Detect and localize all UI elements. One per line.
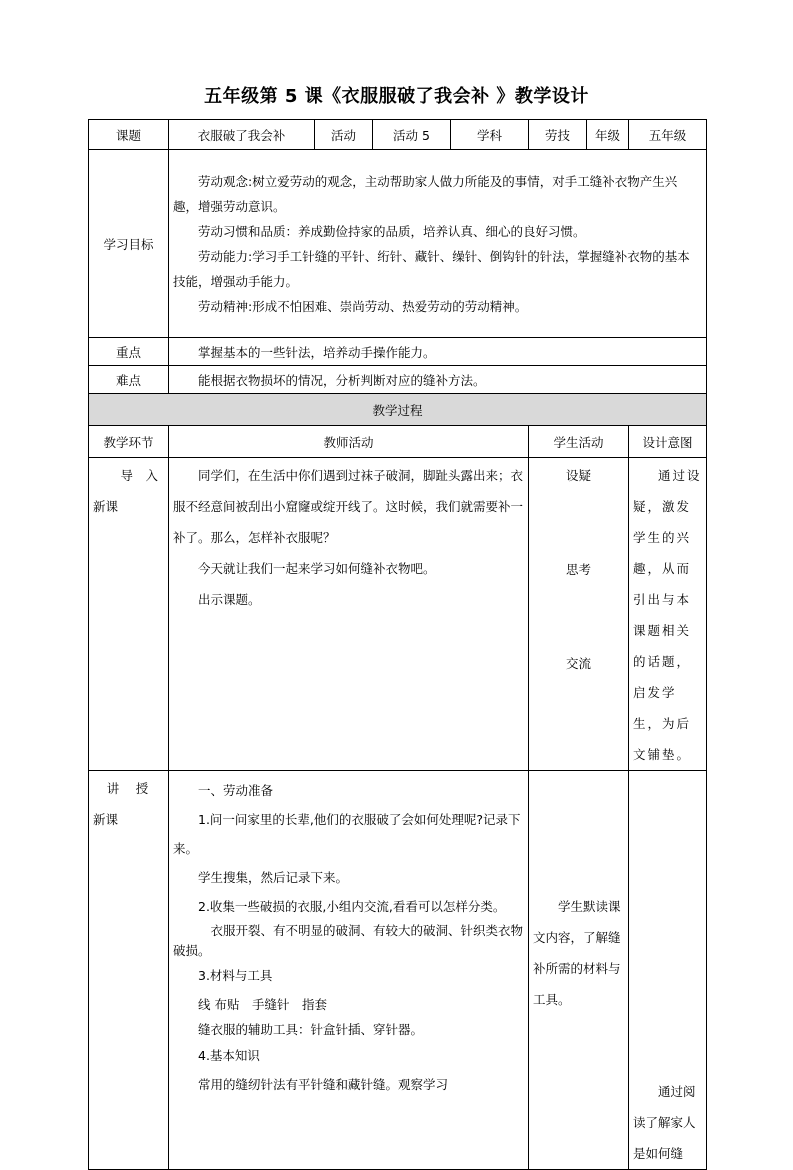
col-teacher: 教师活动 xyxy=(169,426,529,458)
student-item: 学生默读课文内容，了解缝补所需的材料与工具。 xyxy=(533,899,621,1007)
lesson-plan-table xyxy=(88,119,707,1170)
intro-student xyxy=(529,458,629,771)
lesson-label: 课题 xyxy=(89,120,169,150)
activity-label: 活动 xyxy=(315,120,373,150)
key-point-row xyxy=(89,338,707,366)
teacher-paragraph: 衣服开裂、有不明显的破洞、有较大的破洞、针织类衣物破损。 xyxy=(173,923,524,958)
subject-label: 学科 xyxy=(451,120,529,150)
page-title: 五年级第 5 课《衣服服破了我会补 》教学设计 xyxy=(204,86,589,107)
objectives-label: 学习目标 xyxy=(89,150,169,338)
key-point-label: 重点 xyxy=(89,338,169,366)
teacher-paragraph: 学生搜集，然后记录下来。 xyxy=(198,870,349,885)
teacher-paragraph: 一、劳动准备 xyxy=(198,783,274,798)
teacher-paragraph: 3.材料与工具 xyxy=(198,968,273,983)
student-item: 交流 xyxy=(565,656,591,671)
teach-teacher xyxy=(169,771,529,1170)
grade-label: 年级 xyxy=(587,120,629,150)
teacher-paragraph: 线 布贴 手缝针 指套 xyxy=(198,997,327,1012)
col-stage: 教学环节 xyxy=(89,426,169,458)
teach-row xyxy=(89,771,707,1170)
teacher-paragraph: 出示课题。 xyxy=(198,592,261,607)
activity-value: 活动 5 xyxy=(373,120,451,150)
objective-line: 劳动习惯和品质：养成勤俭持家的品质，培养认真、细心的良好习惯。 xyxy=(198,223,586,239)
key-point-text: 掌握基本的一些针法，培养动手操作能力。 xyxy=(169,338,707,366)
teacher-paragraph: 同学们，在生活中你们遇到过袜子破洞，脚趾头露出来；衣服不经意间被刮出小窟窿或绽开线了。这时候，我们就需要补一补了。那么，怎样补衣服呢？ xyxy=(173,468,524,545)
objective-line: 劳动观念:树立爱劳动的观念，主动帮助家人做力所能及的事情，对手工缝补衣物产生兴趣，增强劳动意识。 xyxy=(173,173,678,214)
student-item: 思考 xyxy=(565,562,591,577)
teach-stage-line1: 讲 授 xyxy=(106,781,151,796)
objectives-content xyxy=(169,150,707,338)
column-header-row xyxy=(89,426,707,458)
intro-row xyxy=(89,458,707,771)
intro-intent: 通过设疑，激发学生的兴趣，从而引出与本课题相关的话题，启发学生，为后文铺垫。 xyxy=(629,458,707,771)
teacher-paragraph: 今天就让我们一起来学习如何缝补衣物吧。 xyxy=(198,561,436,576)
teacher-paragraph: 缝衣服的辅助工具：针盒针插、穿针器。 xyxy=(198,1022,424,1037)
teach-stage xyxy=(89,771,169,1170)
lesson-value: 衣服破了我会补 xyxy=(169,120,315,150)
student-item: 设疑 xyxy=(565,468,591,483)
subject-value: 劳技 xyxy=(529,120,587,150)
teacher-paragraph: 1.问一问家里的长辈,他们的衣服破了会如何处理呢?记录下来。 xyxy=(173,812,521,856)
teacher-paragraph: 2.收集一些破损的衣服,小组内交流,看看可以怎样分类。 xyxy=(198,899,506,914)
difficulty-label: 难点 xyxy=(89,366,169,394)
objectives-row xyxy=(89,150,707,338)
difficulty-text: 能根据衣物损坏的情况，分析判断对应的缝补方法。 xyxy=(169,366,707,394)
teach-intent: 通过阅读了解家人是如何缝 xyxy=(629,771,707,1170)
intro-stage-line1: 导 入 xyxy=(120,468,158,483)
info-row xyxy=(89,120,707,150)
col-student: 学生活动 xyxy=(529,426,629,458)
teacher-paragraph: 常用的缝纫针法有平针缝和藏针缝。观察学习 xyxy=(198,1077,449,1092)
difficulty-row xyxy=(89,366,707,394)
teach-stage-line2: 新课 xyxy=(93,812,119,827)
process-header: 教学过程 xyxy=(89,394,707,426)
col-intent: 设计意图 xyxy=(629,426,707,458)
teacher-paragraph: 4.基本知识 xyxy=(198,1048,260,1063)
objective-line: 劳动精神:形成不怕困难、崇尚劳动、热爱劳动的劳动精神。 xyxy=(198,298,528,314)
intro-stage-line2: 新课 xyxy=(93,499,119,514)
teach-student xyxy=(529,771,629,1170)
intro-teacher xyxy=(169,458,529,771)
intro-stage xyxy=(89,458,169,771)
objective-line: 劳动能力:学习手工针缝的平针、绗针、藏针、缲针、倒钩针的针法，掌握缝补衣物的基本技能，增强动手能力。 xyxy=(173,248,690,289)
process-header-row xyxy=(89,394,707,426)
grade-value: 五年级 xyxy=(629,120,707,150)
